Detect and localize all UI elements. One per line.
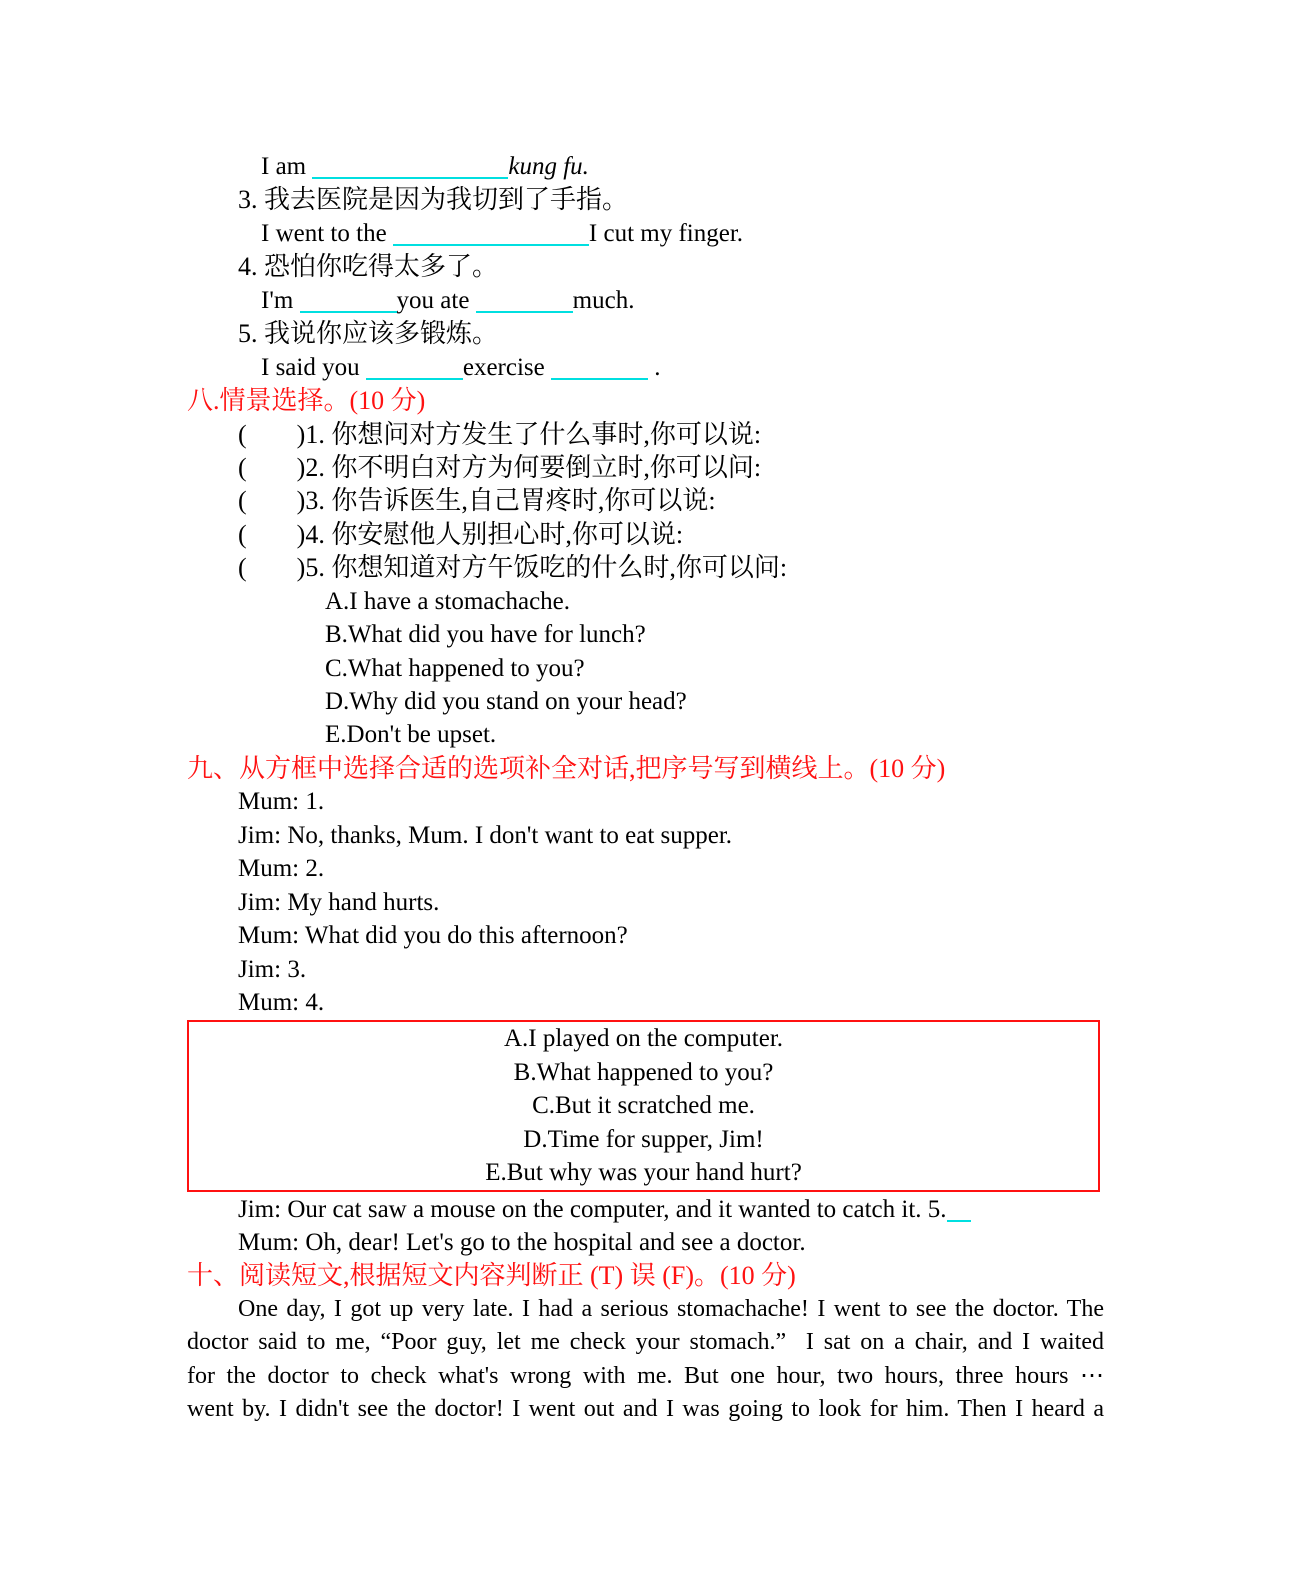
blank-underline-small bbox=[947, 1218, 971, 1222]
fill-line-2 bbox=[187, 150, 1104, 183]
dialogue-line-5: Mum: What did you do this afternoon? bbox=[238, 922, 628, 950]
bracket-item-4-text: )4. 你安慰他人别担心时,你可以说: bbox=[296, 519, 684, 549]
passage-line-1: One day, I got up very late. I had a serious stomachache! I went to see the doctor. The bbox=[238, 1295, 1104, 1322]
fill-line-2-pre: I am bbox=[261, 153, 313, 180]
bracket-item-1-text: )1. 你想问对方发生了什么事时,你可以说: bbox=[296, 419, 762, 449]
passage-line-2: doctor said to me, “Poor guy, let me check your stomach.” I sat on a chair, and I waited bbox=[187, 1329, 1104, 1356]
box-option-d: D.Time for supper, Jim! bbox=[523, 1125, 764, 1153]
passage-line-3: for the doctor to check what's wrong with me. But one hour, two hours, three hours ⋯ bbox=[187, 1362, 1104, 1389]
section8-heading: 八.情景选择。(10 分) bbox=[187, 386, 426, 416]
bracket-item-3 bbox=[187, 484, 1104, 517]
fill-line-4-p2: you ate bbox=[396, 286, 476, 314]
bracket-open: ( bbox=[238, 452, 247, 482]
fill-line-4-p1: I'm bbox=[261, 286, 300, 314]
fill-line-5 bbox=[187, 351, 1104, 384]
fill-line-5-p2: exercise bbox=[462, 353, 551, 381]
bracket-open: ( bbox=[238, 486, 247, 516]
option-item-e: E.Don't be upset. bbox=[325, 721, 497, 749]
dialogue-line-1: Mum: 1. bbox=[238, 788, 325, 816]
bracket-item-4 bbox=[187, 518, 1104, 551]
blank-underline bbox=[551, 376, 648, 380]
dialogue-line-3: Mum: 2. bbox=[238, 855, 325, 883]
dialogue-line-7: Mum: 4. bbox=[238, 988, 325, 1016]
section9-heading: 九、从方框中选择合适的选项补全对话,把序号写到横线上。(10 分) bbox=[187, 753, 946, 783]
option-item-b: B.What did you have for lunch? bbox=[325, 621, 646, 649]
blank-underline bbox=[366, 376, 463, 380]
fill-line-4 bbox=[187, 284, 1104, 317]
dialogue-line-2: Jim: No, thanks, Mum. I don't want to eat supper. bbox=[238, 821, 733, 849]
bracket-item-5 bbox=[187, 551, 1104, 584]
fill-line-2-post: kung fu. bbox=[508, 153, 589, 180]
options-box bbox=[187, 1020, 1100, 1191]
dialogue-line-4: Jim: My hand hurts. bbox=[238, 888, 440, 916]
option-item-d: D.Why did you stand on your head? bbox=[325, 688, 687, 715]
option-item-c: C.What happened to you? bbox=[325, 654, 585, 682]
fill-line-5-p3: . bbox=[648, 353, 661, 381]
dialogue-line-9: Mum: Oh, dear! Let's go to the hospital and see a doctor. bbox=[238, 1229, 806, 1256]
box-option-b: B.What happened to you? bbox=[513, 1058, 774, 1086]
dialogue-line-6: Jim: 3. bbox=[238, 955, 307, 983]
bracket-item-2 bbox=[187, 451, 1104, 484]
bracket-item-3-text: )3. 你告诉医生,自己胃疼时,你可以说: bbox=[296, 486, 716, 516]
blank-underline bbox=[300, 309, 397, 313]
box-option-e: E.But why was your hand hurt? bbox=[485, 1159, 802, 1187]
bracket-item-2-text: )2. 你不明白对方为何要倒立时,你可以问: bbox=[296, 452, 762, 482]
blank-underline bbox=[393, 242, 589, 246]
chinese-prompt-4: 4. 恐怕你吃得太多了。 bbox=[238, 252, 499, 282]
blank-underline bbox=[312, 175, 508, 179]
passage-line-4: went by. I didn't see the doctor! I went out and I was going to look for him. Then I heard a bbox=[187, 1396, 1104, 1423]
bracket-item-1 bbox=[187, 418, 1104, 451]
fill-line-5-p1: I said you bbox=[261, 353, 366, 381]
section10-heading: 十、阅读短文,根据短文内容判断正 (T) 误 (F)。(10 分) bbox=[187, 1261, 796, 1291]
chinese-prompt-3: 3. 我去医院是因为我切到了手指。 bbox=[238, 185, 629, 215]
fill-line-3-post: I cut my finger. bbox=[588, 219, 744, 247]
chinese-prompt-5: 5. 我说你应该多锻炼。 bbox=[238, 319, 499, 349]
fill-line-3-pre: I went to the bbox=[261, 219, 393, 247]
bracket-open: ( bbox=[238, 419, 247, 449]
option-item-a: A.I have a stomachache. bbox=[325, 587, 571, 615]
bracket-open: ( bbox=[238, 553, 247, 583]
dialogue-line-8 bbox=[187, 1193, 1104, 1226]
bracket-item-5-text: )5. 你想知道对方午饭吃的什么时,你可以问: bbox=[296, 553, 788, 583]
blank-underline bbox=[476, 309, 573, 313]
dialogue-line-8-text: Jim: Our cat saw a mouse on the computer, and it wanted to catch it. 5. bbox=[238, 1195, 947, 1223]
page-content bbox=[187, 150, 1104, 1427]
bracket-open: ( bbox=[238, 519, 247, 549]
fill-line-4-p3: much. bbox=[572, 286, 635, 314]
box-option-c: C.But it scratched me. bbox=[532, 1092, 755, 1120]
box-option-a: A.I played on the computer. bbox=[503, 1025, 784, 1053]
fill-line-3 bbox=[187, 217, 1104, 250]
